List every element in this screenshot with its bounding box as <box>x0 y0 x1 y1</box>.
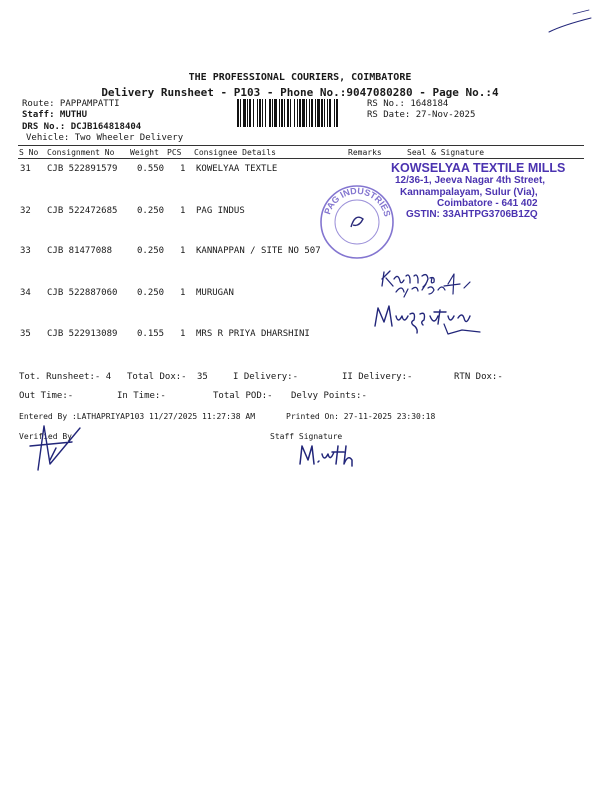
row-sno: 35 <box>20 329 31 339</box>
row-consignment: CJB 81477088 <box>47 246 113 256</box>
barcode-bar <box>265 99 266 127</box>
svg-text:PAG INDUSTRIES <box>322 186 392 218</box>
total-dox-value: 35 <box>197 372 208 382</box>
row-weight: 0.250 <box>137 246 165 256</box>
barcode-bar <box>317 99 320 127</box>
rs-number: RS No.: 1648184 <box>367 99 449 109</box>
round-stamp-text: PAG INDUSTRIES <box>322 185 393 218</box>
staff-signature-label: Staff Signature <box>270 432 343 441</box>
stamp-address-line1: 12/36-1, Jeeva Nagar 4th Street, <box>395 175 546 186</box>
row-consignee: MURUGAN <box>196 288 234 298</box>
barcode-bar <box>297 99 298 127</box>
barcode-bar <box>287 99 289 127</box>
barcode-bar <box>294 99 295 127</box>
barcode-bar <box>336 99 338 127</box>
row-pcs: 1 <box>180 206 186 216</box>
row-consignee: PAG INDUS <box>196 206 245 216</box>
barcode-bar <box>274 99 277 127</box>
col-weight: Weight <box>130 148 159 157</box>
staff-signature <box>296 440 366 470</box>
row-sno: 33 <box>20 246 31 256</box>
corner-pen-mark <box>545 8 595 38</box>
col-sno: S No <box>19 148 39 157</box>
col-pcs: PCS <box>167 148 182 157</box>
row-consignment: CJB 522891579 <box>47 164 118 174</box>
in-time: In Time:- <box>117 391 166 401</box>
col-consignee: Consignee Details <box>194 148 276 157</box>
barcode-bar <box>334 99 335 127</box>
barcode-bar <box>309 99 310 127</box>
stamp-company-name: KOWSELYAA TEXTILE MILLS <box>391 161 566 175</box>
row-consignee: KOWELYAA TEXTLE <box>196 164 278 174</box>
tot-runsheet: Tot. Runsheet:- 4 <box>19 372 112 382</box>
row-consignee: MRS R PRIYA DHARSHINI <box>196 329 310 339</box>
stamp-gstin: GSTIN: 33AHTPG3706B1ZQ <box>406 209 538 220</box>
row-sno: 32 <box>20 206 31 216</box>
barcode <box>237 99 363 127</box>
barcode-bar <box>324 99 325 127</box>
row-consignment: CJB 522887060 <box>47 288 118 298</box>
barcode-bar <box>321 99 323 127</box>
row-weight: 0.550 <box>137 164 165 174</box>
stamp-address-line3: Coimbatore - 641 402 <box>437 198 538 209</box>
barcode-bar <box>243 99 246 127</box>
col-remarks: Remarks <box>348 148 382 157</box>
row-weight: 0.250 <box>137 288 165 298</box>
header-rule-bottom <box>18 158 584 159</box>
barcode-bar <box>272 99 273 127</box>
row-sno: 31 <box>20 164 31 174</box>
rtn-dox: RTN Dox:- <box>454 372 503 382</box>
route-label: Route: PAPPAMPATTI <box>22 99 120 109</box>
verified-by-label: Verified By <box>19 432 72 441</box>
barcode-bar <box>279 99 280 127</box>
i-delivery: I Delivery:- <box>233 372 299 382</box>
row-consignee: KANNAPPAN / SITE NO 507 <box>196 246 321 256</box>
barcode-bar <box>306 99 307 127</box>
row-consignment: CJB 522913089 <box>47 329 118 339</box>
rs-date: RS Date: 27-Nov-2025 <box>367 110 476 120</box>
verified-by-signature <box>20 418 90 473</box>
barcode-bar <box>249 99 251 127</box>
drs-number: DRS No.: DCJB164818404 <box>22 122 142 132</box>
staff-label: Staff: MUTHU <box>22 110 88 120</box>
ii-delivery: II Delivery:- <box>342 372 413 382</box>
round-company-stamp <box>318 183 396 261</box>
col-consignment: Consignment No <box>47 148 115 157</box>
row-weight: 0.250 <box>137 206 165 216</box>
total-dox-label: Total Dox:- <box>127 372 187 382</box>
remark-scribble <box>440 320 490 340</box>
barcode-bar <box>281 99 283 127</box>
stamp-address-line2: Kannampalayam, Sulur (Via), <box>400 187 538 198</box>
barcode-bar <box>269 99 271 127</box>
barcode-bar <box>237 99 239 127</box>
barcode-bar <box>253 99 254 127</box>
row-pcs: 1 <box>180 329 186 339</box>
barcode-bar <box>240 99 241 127</box>
barcode-bar <box>247 99 248 127</box>
company-title: THE PROFESSIONAL COURIERS, COIMBATORE <box>188 72 412 83</box>
vehicle-label: Vehicle: Two Wheeler Delivery <box>26 133 184 143</box>
printed-on: Printed On: 27-11-2025 23:30:18 <box>286 412 436 421</box>
kannappan-signature <box>378 262 508 302</box>
row-pcs: 1 <box>180 164 186 174</box>
delvy-points: Delvy Points:- <box>291 391 367 401</box>
barcode-bar <box>262 99 263 127</box>
row-weight: 0.155 <box>137 329 165 339</box>
barcode-bar <box>329 99 331 127</box>
row-consignment: CJB 522472685 <box>47 206 118 216</box>
row-pcs: 1 <box>180 246 186 256</box>
header-rule-top <box>18 145 584 146</box>
barcode-bar <box>290 99 291 127</box>
barcode-bar <box>284 99 285 127</box>
barcode-bar <box>299 99 301 127</box>
row-pcs: 1 <box>180 288 186 298</box>
entered-by: Entered By :LATHAPRIYAP103 11/27/2025 11:27:38 AM <box>19 412 256 421</box>
barcode-bar <box>311 99 313 127</box>
row-sno: 34 <box>20 288 31 298</box>
runsheet-title: Delivery Runsheet - P103 - Phone No.:9047080280 - Page No.:4 <box>101 86 499 99</box>
barcode-bar <box>259 99 261 127</box>
barcode-bar <box>315 99 316 127</box>
out-time: Out Time:- <box>19 391 74 401</box>
total-pod: Total POD:- <box>213 391 273 401</box>
barcode-bar <box>302 99 305 127</box>
barcode-bar <box>257 99 258 127</box>
col-seal-signature: Seal & Signature <box>407 148 485 157</box>
barcode-bar <box>327 99 328 127</box>
